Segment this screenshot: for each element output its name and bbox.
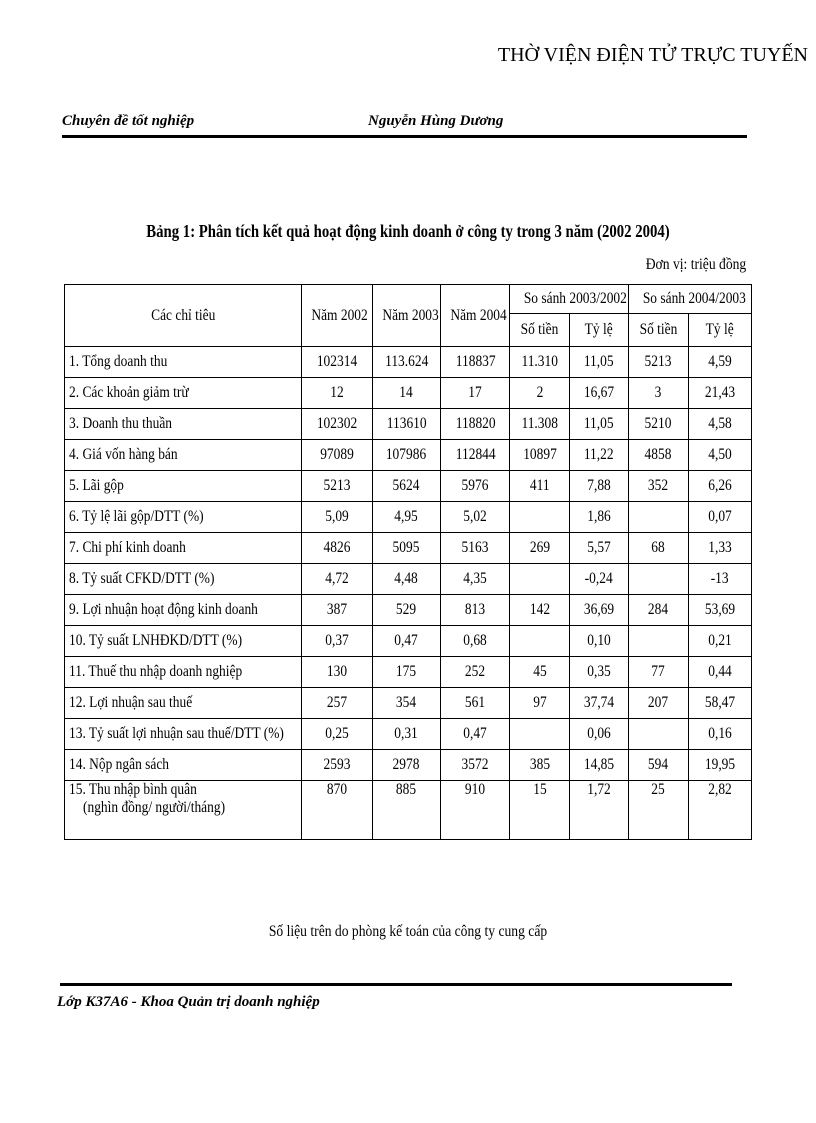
cell-amount-2: 207 xyxy=(628,688,688,719)
cell-amount-2: 284 xyxy=(628,595,688,626)
row-label: 4. Giá vốn hàng bán xyxy=(65,440,302,471)
cell-2004: 5976 xyxy=(441,471,510,502)
cell-2002: 0,37 xyxy=(302,626,372,657)
cell-ratio-1: 14,85 xyxy=(570,750,628,781)
cell-ratio-1: 5,57 xyxy=(570,533,628,564)
cell-2003: 5095 xyxy=(372,533,440,564)
cell-2004: 0,47 xyxy=(441,719,510,750)
cell-2004: 4,35 xyxy=(441,564,510,595)
table-row xyxy=(65,471,752,502)
table-row xyxy=(65,595,752,626)
cell-2004: 0,68 xyxy=(441,626,510,657)
cell-amount-2 xyxy=(628,564,688,595)
cell-amount-2: 5213 xyxy=(628,347,688,378)
cell-amount-1: 11.310 xyxy=(510,347,570,378)
table-row xyxy=(65,626,752,657)
cell-amount-2: 4858 xyxy=(628,440,688,471)
table-row xyxy=(65,750,752,781)
site-brand: THỜ VIỆN ĐIỆN TỬ TRỰC TUYẾN xyxy=(497,44,808,66)
cell-2002: 870 xyxy=(302,781,372,840)
cell-2002: 102314 xyxy=(302,347,372,378)
row-label: 8. Tỷ suất CFKD/DTT (%) xyxy=(65,564,302,595)
cell-ratio-1: 0,10 xyxy=(570,626,628,657)
cell-ratio-2: 4,50 xyxy=(688,440,751,471)
cell-ratio-2: 4,59 xyxy=(688,347,751,378)
cell-2003: 354 xyxy=(372,688,440,719)
cell-amount-1: 385 xyxy=(510,750,570,781)
table-row xyxy=(65,719,752,750)
cell-2002: 2593 xyxy=(302,750,372,781)
results-table xyxy=(64,284,752,840)
unit-note: Đơn vị: triệu đồng xyxy=(645,256,746,273)
cell-2004: 112844 xyxy=(441,440,510,471)
cell-2002: 5,09 xyxy=(302,502,372,533)
cell-amount-2: 3 xyxy=(628,378,688,409)
table-title: Bảng 1: Phân tích kết quả hoạt động kinh doanh ở công ty trong 3 năm (2002 2004) xyxy=(146,221,670,241)
cell-2002: 4826 xyxy=(302,533,372,564)
cell-2004: 118820 xyxy=(441,409,510,440)
cell-ratio-1: 11,05 xyxy=(570,409,628,440)
row-label: 15. Thu nhập bình quân (nghìn đồng/ người/tháng) xyxy=(65,781,302,840)
cell-ratio-1: 16,67 xyxy=(570,378,628,409)
table-row xyxy=(65,533,752,564)
header-year-2004: Năm 2004 xyxy=(441,285,510,347)
cell-amount-1: 269 xyxy=(510,533,570,564)
cell-2004: 252 xyxy=(441,657,510,688)
header-year-2003: Năm 2003 xyxy=(372,285,440,347)
table-row xyxy=(65,564,752,595)
header-compare-2004-2003: So sánh 2004/2003 xyxy=(628,285,751,314)
cell-amount-1: 2 xyxy=(510,378,570,409)
cell-2003: 2978 xyxy=(372,750,440,781)
cell-amount-1 xyxy=(510,626,570,657)
cell-2004: 5,02 xyxy=(441,502,510,533)
row-label: 7. Chi phí kinh doanh xyxy=(65,533,302,564)
table-row xyxy=(65,409,752,440)
cell-amount-1: 11.308 xyxy=(510,409,570,440)
cell-ratio-1: 7,88 xyxy=(570,471,628,502)
cell-2002: 387 xyxy=(302,595,372,626)
footer-class-note: Lớp K37A6 - Khoa Quản trị doanh nghiệp xyxy=(57,994,320,1010)
cell-ratio-2: 58,47 xyxy=(688,688,751,719)
row-sublabel: (nghìn đồng/ người/tháng) xyxy=(83,799,226,816)
cell-ratio-2: 0,07 xyxy=(688,502,751,533)
cell-2002: 0,25 xyxy=(302,719,372,750)
cell-ratio-1: -0,24 xyxy=(570,564,628,595)
cell-2002: 5213 xyxy=(302,471,372,502)
row-label: 1. Tổng doanh thu xyxy=(65,347,302,378)
cell-amount-2: 5210 xyxy=(628,409,688,440)
header-rule xyxy=(62,135,747,138)
cell-amount-1: 10897 xyxy=(510,440,570,471)
cell-2004: 118837 xyxy=(441,347,510,378)
cell-2003: 0,31 xyxy=(372,719,440,750)
cell-amount-1 xyxy=(510,502,570,533)
row-label: 9. Lợi nhuận hoạt động kinh doanh xyxy=(65,595,302,626)
cell-amount-1: 15 xyxy=(510,781,570,840)
cell-ratio-1: 11,22 xyxy=(570,440,628,471)
table-row xyxy=(65,781,752,840)
cell-ratio-2: 1,33 xyxy=(688,533,751,564)
cell-2004: 910 xyxy=(441,781,510,840)
row-label: 11. Thuế thu nhập doanh nghiệp xyxy=(65,657,302,688)
cell-amount-1 xyxy=(510,564,570,595)
header-amount-1: Số tiền xyxy=(510,314,570,347)
cell-2003: 5624 xyxy=(372,471,440,502)
cell-ratio-1: 0,06 xyxy=(570,719,628,750)
cell-2003: 113.624 xyxy=(372,347,440,378)
cell-2004: 3572 xyxy=(441,750,510,781)
cell-2004: 813 xyxy=(441,595,510,626)
cell-2003: 175 xyxy=(372,657,440,688)
source-note: Số liệu trên do phòng kế toán của công ty cung cấp xyxy=(268,923,548,940)
cell-amount-2 xyxy=(628,502,688,533)
header-compare-2003-2002: So sánh 2003/2002 xyxy=(510,285,628,314)
header-indicator: Các chỉ tiêu xyxy=(65,285,302,347)
cell-amount-1: 45 xyxy=(510,657,570,688)
cell-amount-2: 352 xyxy=(628,471,688,502)
table-row xyxy=(65,378,752,409)
table-row xyxy=(65,347,752,378)
row-label: 12. Lợi nhuận sau thuế xyxy=(65,688,302,719)
header-year-2002: Năm 2002 xyxy=(302,285,372,347)
header-author: Nguyễn Hùng Dương xyxy=(368,113,504,129)
header-ratio-2: Tỷ lệ xyxy=(688,314,751,347)
row-label: 6. Tỷ lệ lãi gộp/DTT (%) xyxy=(65,502,302,533)
cell-2002: 12 xyxy=(302,378,372,409)
row-label: 13. Tỷ suất lợi nhuận sau thuế/DTT (%) xyxy=(65,719,302,750)
row-label: 2. Các khoản giảm trừ xyxy=(65,378,302,409)
cell-2003: 0,47 xyxy=(372,626,440,657)
cell-amount-2: 77 xyxy=(628,657,688,688)
cell-amount-1: 97 xyxy=(510,688,570,719)
cell-ratio-2: 2,82 xyxy=(688,781,751,840)
cell-amount-2: 594 xyxy=(628,750,688,781)
cell-2002: 130 xyxy=(302,657,372,688)
cell-2004: 17 xyxy=(441,378,510,409)
cell-2003: 113610 xyxy=(372,409,440,440)
row-label: 5. Lãi gộp xyxy=(65,471,302,502)
cell-ratio-2: -13 xyxy=(688,564,751,595)
cell-2003: 14 xyxy=(372,378,440,409)
cell-amount-1: 411 xyxy=(510,471,570,502)
cell-ratio-2: 6,26 xyxy=(688,471,751,502)
footer-rule xyxy=(60,983,732,986)
cell-ratio-1: 11,05 xyxy=(570,347,628,378)
cell-2003: 4,95 xyxy=(372,502,440,533)
cell-2002: 102302 xyxy=(302,409,372,440)
cell-2004: 5163 xyxy=(441,533,510,564)
cell-amount-2: 25 xyxy=(628,781,688,840)
cell-2002: 257 xyxy=(302,688,372,719)
cell-ratio-2: 21,43 xyxy=(688,378,751,409)
cell-2002: 4,72 xyxy=(302,564,372,595)
cell-amount-1 xyxy=(510,719,570,750)
cell-amount-2 xyxy=(628,719,688,750)
cell-amount-2: 68 xyxy=(628,533,688,564)
row-label: 10. Tỷ suất LNHĐKD/DTT (%) xyxy=(65,626,302,657)
cell-2003: 107986 xyxy=(372,440,440,471)
header-amount-2: Số tiền xyxy=(628,314,688,347)
cell-ratio-2: 4,58 xyxy=(688,409,751,440)
table-row xyxy=(65,502,752,533)
cell-amount-2 xyxy=(628,626,688,657)
cell-ratio-1: 1,86 xyxy=(570,502,628,533)
table-row xyxy=(65,657,752,688)
cell-2003: 529 xyxy=(372,595,440,626)
cell-ratio-1: 0,35 xyxy=(570,657,628,688)
cell-2004: 561 xyxy=(441,688,510,719)
table-row xyxy=(65,688,752,719)
cell-amount-1: 142 xyxy=(510,595,570,626)
cell-2003: 4,48 xyxy=(372,564,440,595)
cell-ratio-2: 0,21 xyxy=(688,626,751,657)
cell-ratio-2: 53,69 xyxy=(688,595,751,626)
cell-ratio-2: 0,16 xyxy=(688,719,751,750)
cell-2003: 885 xyxy=(372,781,440,840)
row-label: 3. Doanh thu thuần xyxy=(65,409,302,440)
cell-ratio-2: 19,95 xyxy=(688,750,751,781)
row-label: 14. Nộp ngân sách xyxy=(65,750,302,781)
header-topic: Chuyên đề tốt nghiệp xyxy=(62,113,195,129)
cell-ratio-1: 1,72 xyxy=(570,781,628,840)
table-row xyxy=(65,440,752,471)
header-ratio-1: Tỷ lệ xyxy=(570,314,628,347)
cell-ratio-2: 0,44 xyxy=(688,657,751,688)
cell-ratio-1: 36,69 xyxy=(570,595,628,626)
cell-2002: 97089 xyxy=(302,440,372,471)
cell-ratio-1: 37,74 xyxy=(570,688,628,719)
